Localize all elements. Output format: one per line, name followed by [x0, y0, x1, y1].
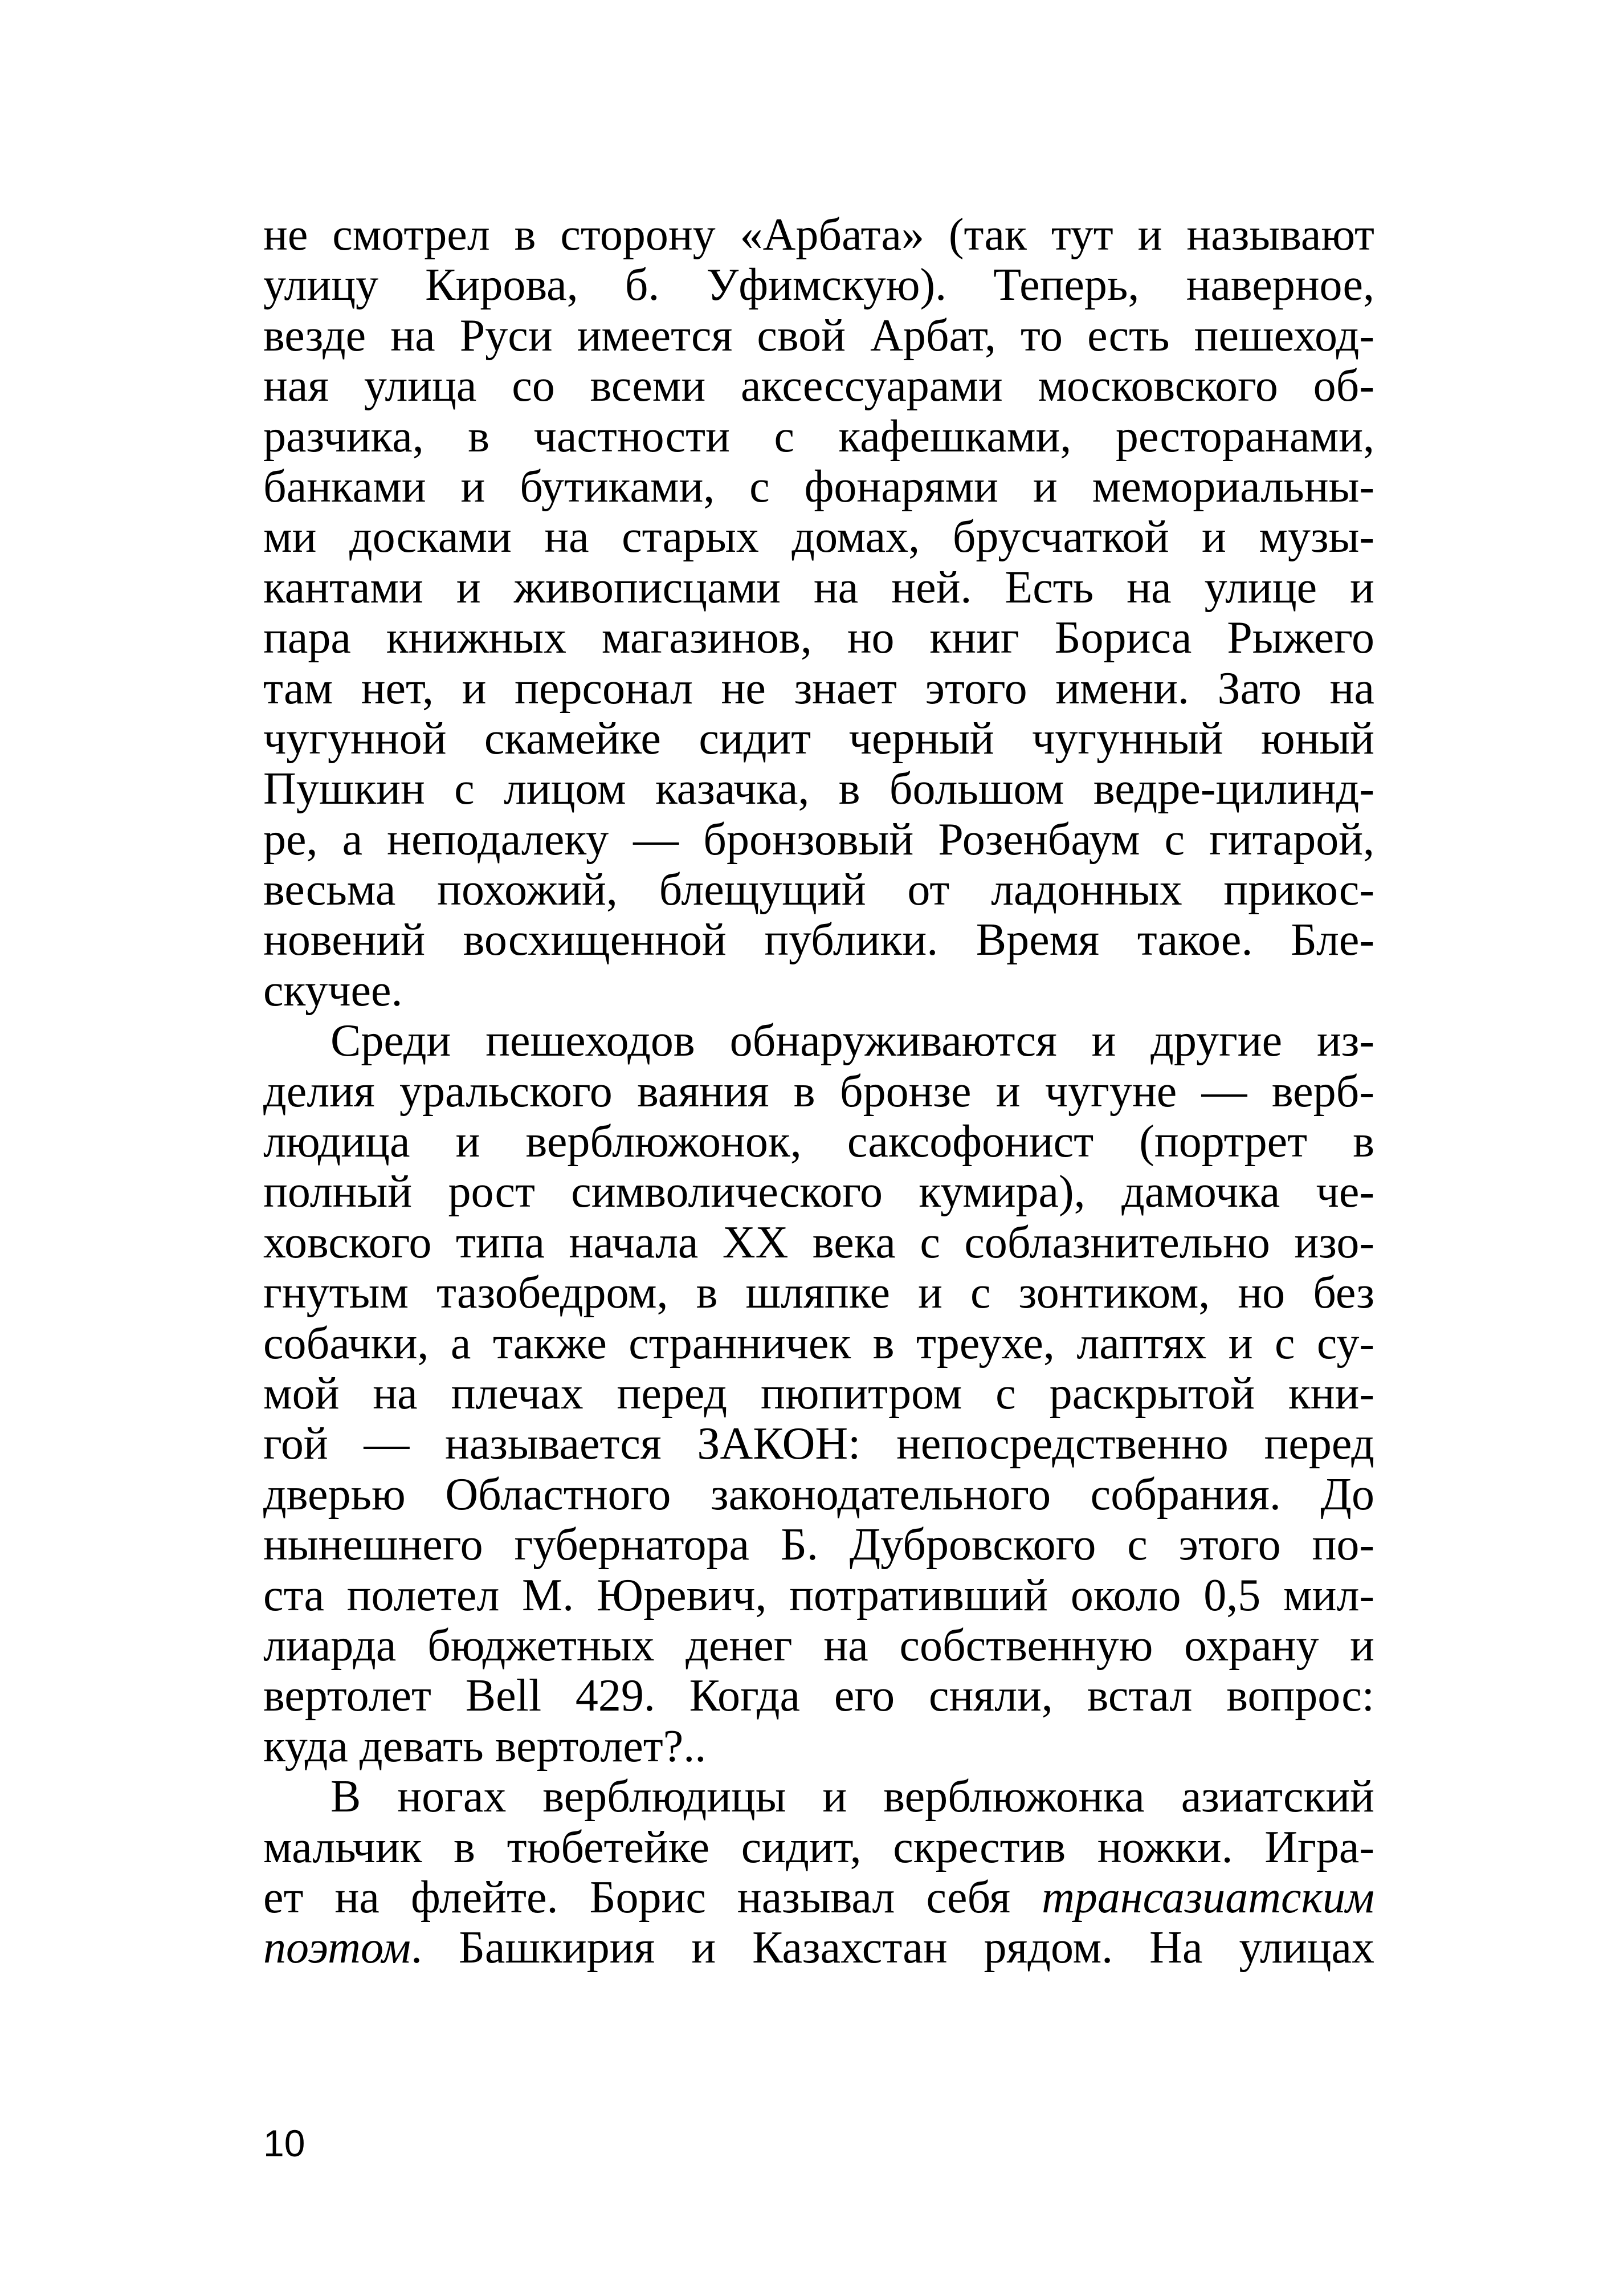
text-line: ста полетел М. Юревич, потративший около 0,5 мил-: [263, 1570, 1374, 1621]
text-line: гнутым тазобедром, в шляпке и с зонтиком, но без: [263, 1268, 1374, 1318]
text-line: гой — называется ЗАКОН: непосредственно перед: [263, 1419, 1374, 1469]
text-line: вертолет Bell 429. Когда его сняли, встал вопрос:: [263, 1671, 1374, 1721]
text-line: пара книжных магазинов, но книг Бориса Рыжего: [263, 613, 1374, 663]
text-line: полный рост символического кумира), дамочка че-: [263, 1167, 1374, 1218]
text-line: разчика, в частности с кафешками, ресторанами,: [263, 411, 1374, 462]
text-line: В ногах верблюдицы и верблюжонка азиатский: [330, 1772, 1374, 1822]
text-line: ре, а неподалеку — бронзовый Розенбаум с гитарой,: [263, 814, 1374, 865]
text-line: мой на плечах перед пюпитром с раскрытой кни-: [263, 1368, 1374, 1419]
text-line: Среди пешеходов обнаруживаются и другие из-: [330, 1016, 1374, 1066]
text-line: собачки, а также странничек в треухе, лаптях и с су-: [263, 1318, 1374, 1369]
emphasized-text: трансазиатским: [1042, 1872, 1374, 1923]
text-line: весьма похожий, блещущий от ладонных прикос-: [263, 865, 1374, 915]
text-segment: ет на флейте. Борис называл себя: [263, 1872, 1042, 1923]
text-line: ми досками на старых домах, брусчаткой и музы-: [263, 512, 1374, 563]
text-line: [263, 1872, 1374, 1923]
emphasized-text: поэтом: [263, 1923, 411, 1973]
text-line: новений восхищенной публики. Время такое. Бле-: [263, 915, 1374, 966]
body-text: [263, 210, 1374, 1973]
page-number: 10: [263, 2122, 305, 2164]
text-line: ховского типа начала XX века с соблазнительно изо-: [263, 1217, 1374, 1268]
text-line: везде на Руси имеется свой Арбат, то есть пешеход-: [263, 310, 1374, 361]
text-line: лиарда бюджетных денег на собственную охрану и: [263, 1620, 1374, 1671]
text-line: ная улица со всеми аксессуарами московского об-: [263, 361, 1374, 412]
text-line: там нет, и персонал не знает этого имени. Зато на: [263, 663, 1374, 714]
text-line: делия уральского ваяния в бронзе и чугуне — верб-: [263, 1066, 1374, 1117]
text-line: куда девать вертолет?..: [263, 1721, 707, 1772]
text-line: кантами и живописцами на ней. Есть на улице и: [263, 562, 1374, 613]
text-line: Пушкин с лицом казачка, в большом ведре-цилинд-: [263, 764, 1374, 815]
text-line: скучее.: [263, 965, 403, 1016]
text-line: нынешнего губернатора Б. Дубровского с этого по-: [263, 1520, 1374, 1570]
text-line: дверью Областного законодательного собрания. До: [263, 1469, 1374, 1520]
text-line: [263, 1923, 1374, 1973]
text-line: улицу Кирова, б. Уфимскую). Теперь, наверное,: [263, 260, 1374, 311]
text-line: не смотрел в сторону «Арбата» (так тут и называют: [263, 210, 1374, 260]
text-line: людица и верблюжонок, саксофонист (портрет в: [263, 1117, 1374, 1167]
text-line: чугунной скамейке сидит черный чугунный юный: [263, 713, 1374, 764]
text-line: мальчик в тюбетейке сидит, скрестив ножки. Игра-: [263, 1822, 1374, 1872]
text-line: банками и бутиками, с фонарями и мемориальны-: [263, 461, 1374, 512]
text-segment: . Башкирия и Казахстан рядом. На улицах: [410, 1923, 1374, 1973]
